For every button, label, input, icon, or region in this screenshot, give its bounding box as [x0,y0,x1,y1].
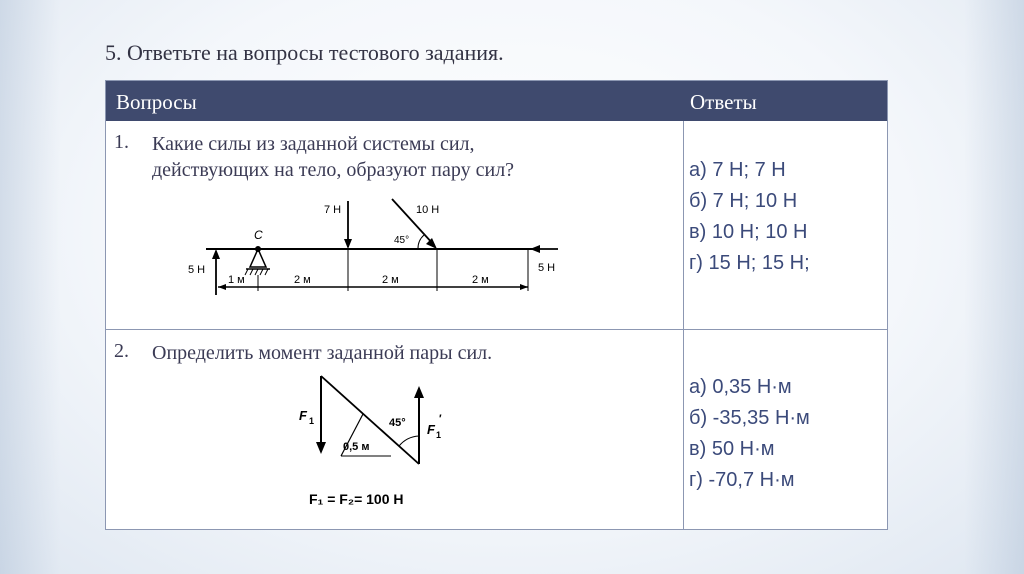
questions-table [105,80,888,530]
label-c: C [254,228,263,242]
angle-arc [399,436,419,446]
answer-option[interactable]: б) 7 Н; 10 Н [689,190,798,212]
question-number: 2. [114,340,129,362]
label-7h: 7 Н [324,204,342,216]
question-text [152,340,492,366]
label-f1: F [299,408,307,423]
question-number: 1. [114,131,129,153]
slide-title: 5. Ответьте на вопросы тестового задания. [105,40,504,65]
question-line: Определить момент заданной пары сил. [152,342,493,364]
label-45: 45° [394,235,410,246]
table-row-question-2 [106,330,887,529]
label-arm: 0,5 м [343,441,370,453]
answer-option[interactable]: б) -35,35 Н·м [689,407,810,429]
answer-option[interactable]: а) 0,35 Н·м [689,376,792,398]
label-5h-left: 5 Н [188,264,206,276]
table-row-question-1 [106,121,887,330]
equation: F₁ = F₂= 100 Н [309,491,404,507]
support-hatch [265,269,268,275]
question-line: действующих на тело, образуют пару сил? [152,159,515,181]
force-10h-arrowhead [426,238,437,249]
answer-option[interactable]: а) 7 Н; 7 Н [689,159,786,181]
answer-option[interactable]: в) 50 Н·м [689,438,775,460]
force-pair-svg [291,370,454,518]
answer-option[interactable]: г) 15 Н; 15 Н; [689,252,810,274]
support-hatch [255,269,258,275]
force-5h-right-arrowhead [530,245,540,253]
force-f1-arrowhead [316,442,326,454]
label-10h: 10 Н [416,204,440,216]
support-hatch [245,269,248,275]
question-line: Какие силы из заданной системы сил, [152,133,475,155]
beam-diagram-svg [186,191,560,323]
angle-arc [418,235,424,249]
label-1m: 1 м [228,274,245,286]
label-5h-right: 5 Н [538,262,556,274]
force-pair-diagram [291,370,454,518]
answer-options-1 [689,155,810,279]
force-7h-arrowhead [344,239,352,249]
answer-option[interactable]: в) 10 Н; 10 Н [689,221,808,243]
force-f1p-arrowhead [414,386,424,398]
label-f1p-sub: 1 [436,430,442,440]
support-hatch [250,269,253,275]
label-2m: 2 м [382,274,399,286]
header-answers: Ответы [690,90,757,114]
beam-force-diagram [186,191,560,323]
label-2m: 2 м [472,274,489,286]
background-shadow-right [964,0,1024,574]
column-divider [683,330,684,529]
support-hatch [260,269,263,275]
dim-arrowhead [520,284,528,290]
label-2m: 2 м [294,274,311,286]
question-text [152,131,514,183]
force-5h-left-arrowhead [212,249,220,259]
label-f1p-prime: ′ [439,413,442,425]
answer-options-2 [689,372,810,496]
dim-arrowhead [218,284,226,290]
column-divider [683,121,684,329]
answer-option[interactable]: г) -70,7 Н·м [689,469,795,491]
label-45: 45° [389,417,406,429]
label-f1p: F [427,422,435,437]
label-f1-sub: 1 [309,416,315,426]
header-questions: Вопросы [116,90,197,114]
table-header [106,81,887,121]
background-shadow-left [0,0,60,574]
